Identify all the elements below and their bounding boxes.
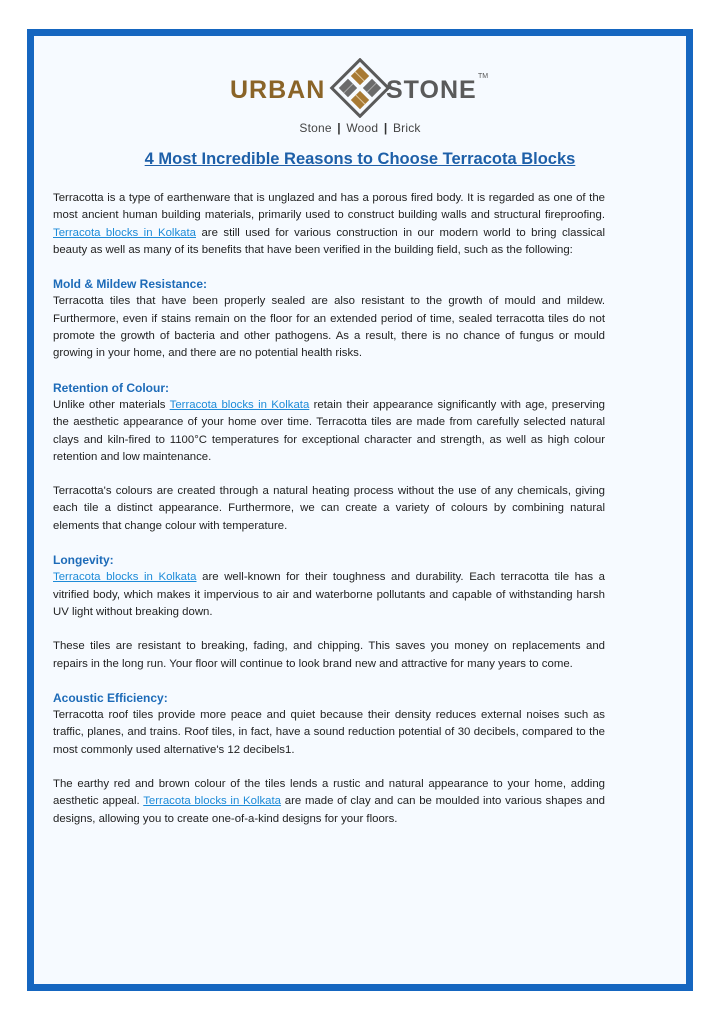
acoustic-text-end: are made of clay and can be moulded into various shapes and designs, allowing you to create one-of-a-kind designs for your floors.: [53, 795, 606, 825]
logo-trademark: TM: [478, 73, 489, 80]
intro-text-start: Terracotta is a type of earthenware that is unglazed and has a porous fired body. It is regarded as one of the most ancient human building materials, primarily used to construct building walls and structural fireproofing.: [53, 192, 605, 222]
logo-right-word: STONE: [386, 76, 477, 104]
tagline-separator: |: [337, 121, 341, 135]
article-body: [53, 190, 605, 845]
acoustic-paragraph-2: [53, 776, 605, 828]
tagline-separator: |: [383, 121, 388, 135]
colour-text-end: retain their appearance significantly with age, preserving the aesthetic appearance of your home over time. Terracotta tiles are made from carefully selected natural clays and kiln-fired to 1100°C temperatures for exceptional character and strength, as well as high colour retention and low maintenance.: [53, 398, 605, 463]
intro-paragraph: [53, 190, 605, 259]
tagline-wood: Wood: [346, 121, 379, 135]
colour-text-start: Unlike other materials: [53, 398, 170, 411]
logo-left-word: URBAN: [230, 76, 326, 104]
intro-text-end: are still used for various construction in our modern world to bring classical beauty as well as many of its benefits that have been verified in the building field, such as the following:: [53, 226, 605, 256]
colour-paragraph-2: Terracotta's colours are created through a natural heating process without the use of any chemicals, giving each tile a distinct appearance. Furthermore, we can create a variety of colours by combining natural elements that change colour with temperature.: [53, 485, 605, 532]
section-heading-acoustic: Acoustic Efficiency:: [53, 690, 168, 705]
terracota-link[interactable]: Terracota blocks in Kolkata: [53, 226, 196, 239]
terracota-link[interactable]: Terracota blocks in Kolkata: [169, 398, 310, 411]
page-title: 4 Most Incredible Reasons to Choose Terracota Blocks: [144, 150, 576, 168]
mold-paragraph: Terracotta tiles that have been properly sealed are also resistant to the growth of mould and mildew. Furthermore, even if stains remain on the floor for an extended period of time, sealed terracotta tiles do not promote the growth of bacteria and other pathogens. As a result, there is no chance of fungus or mould growing in your home, and there are no potential health risks.: [53, 295, 605, 360]
acoustic-paragraph-1: Terracotta roof tiles provide more peace and quiet because their density reduces external noises such as traffic, planes, and trains. Roof tiles, in fact, have a sound reduction potential of 30 decibels, compared to the most commonly used alternative's 12 decibels1.: [53, 709, 605, 756]
logo-diamond-icon: [332, 60, 389, 117]
tagline-stone: Stone: [299, 121, 332, 135]
tagline-brick: Brick: [392, 121, 421, 135]
terracota-link[interactable]: Terracota blocks in Kolkata: [53, 571, 197, 584]
longevity-paragraph-1: [53, 569, 605, 621]
tagline: [0, 121, 720, 135]
acoustic-text-start: The earthy red and brown colour of the tiles lends a rustic and natural appearance to your home, adding aesthetic appeal.: [53, 778, 605, 808]
longevity-text-end: are well-known for their toughness and durability. Each terracotta tile has a vitrified body, which makes it impervious to air and waterborne pollutants and capable of withstanding harsh UV light without breaking down.: [53, 571, 606, 618]
colour-paragraph-1: [53, 397, 605, 466]
section-heading-longevity: Longevity:: [53, 553, 114, 568]
terracota-link[interactable]: Terracota blocks in Kolkata: [143, 795, 282, 808]
section-heading-mold: Mold & Mildew Resistance:: [53, 277, 208, 292]
longevity-paragraph-2: These tiles are resistant to breaking, fading, and chipping. This saves you money on replacements and repairs in the long run. Your floor will continue to look brand new and attractive for many years to come.: [53, 640, 605, 670]
section-heading-colour: Retention of Colour:: [53, 380, 169, 395]
